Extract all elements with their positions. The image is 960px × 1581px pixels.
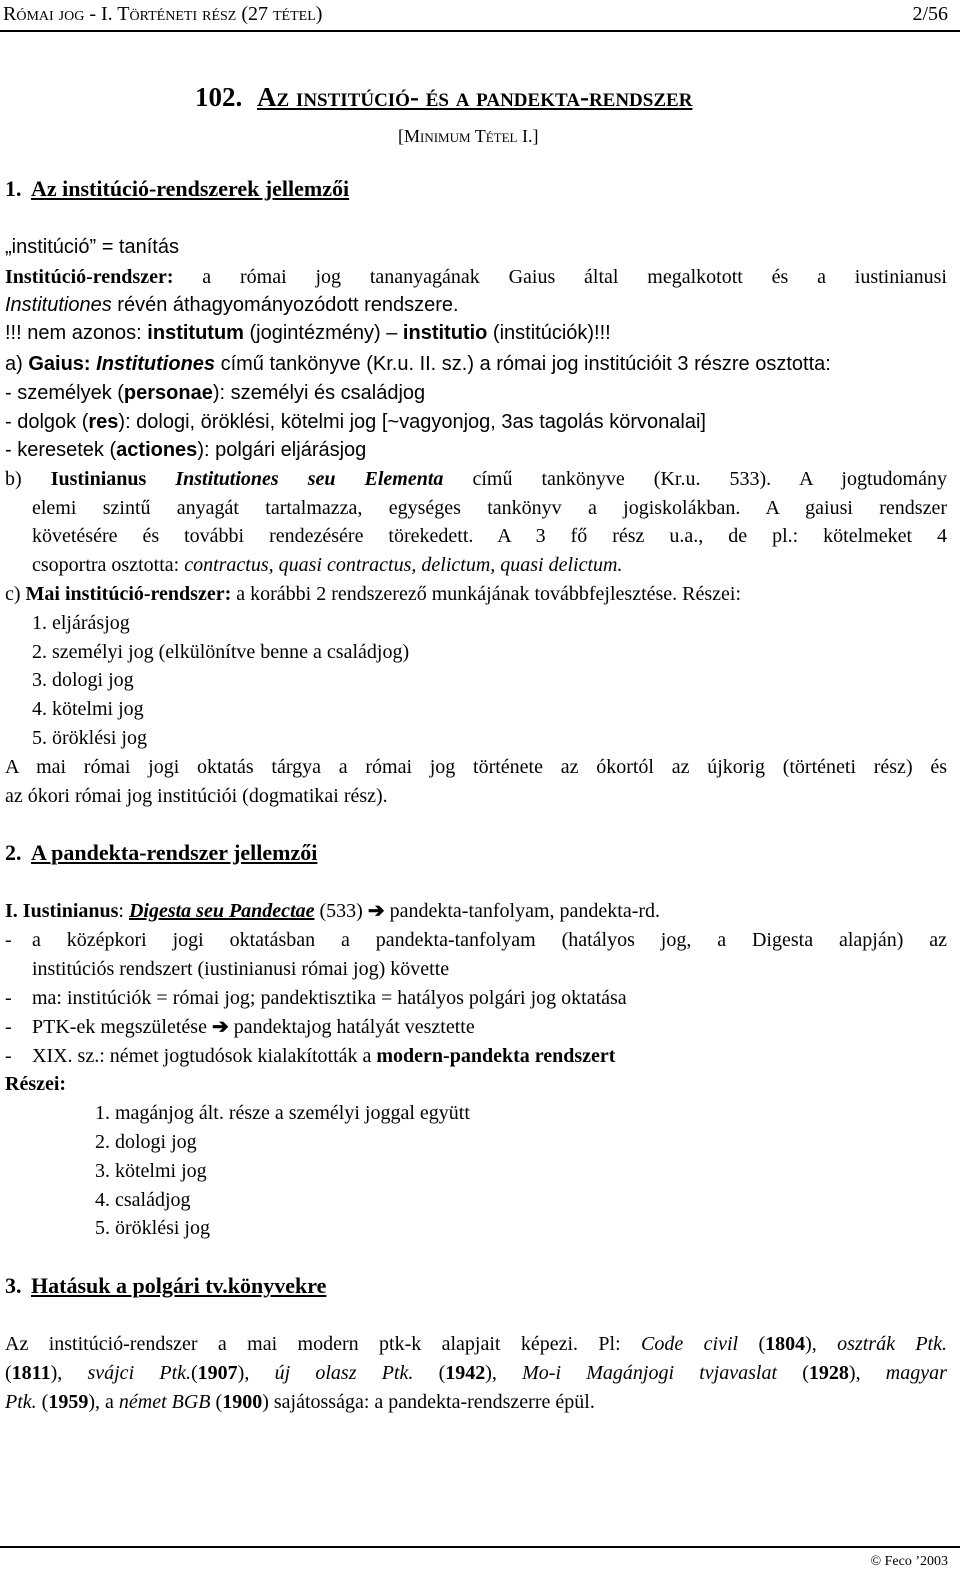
- s3-line-3: Ptk. (1959), a német BGB (1900) sajátossága: a pandekta-rendszerre épül.: [5, 1391, 595, 1413]
- arrow-right-icon: ➔: [211, 1016, 229, 1038]
- section-3-heading: 3. Hatásuk a polgári tv.könyvekre: [5, 1273, 327, 1298]
- s1-line-3: !!! nem azonos: institutum (jogintézmény) – institutio (institúciók)!!!: [5, 322, 611, 344]
- s3-line-1: Az institúció-rendszer a mai modern ptk-k alapjait képezi. Pl: Code civil (1804), osztrák Ptk.: [5, 1333, 947, 1355]
- page-number: 2/56: [912, 3, 948, 25]
- summary-line-2: az ókori római jog institúciói (dogmatikai rész).: [5, 785, 388, 807]
- s1-line-2: Institutiones révén áthagyományozódott rendszere.: [5, 294, 459, 316]
- dash-marker: -: [5, 1016, 12, 1038]
- section-2-heading: 2. A pandekta-rendszer jellemzői: [5, 840, 318, 865]
- list-item: 2. személyi jog (elkülönítve benne a családjog): [32, 641, 410, 663]
- s2-dash-1b: institúciós rendszert (iustinianusi római jog) követte: [32, 958, 450, 980]
- list-item: 2. dologi jog: [95, 1131, 197, 1153]
- s2-reszei-label: Részei:: [5, 1073, 67, 1095]
- footer-copyright: © Feco ’2003: [870, 1554, 948, 1569]
- list-item: 1. magánjog ált. része a személyi joggal együtt: [95, 1102, 470, 1124]
- running-header-title: Római jog - I. Történeti rész (27 tétel): [3, 3, 323, 25]
- list-item: 3. kötelmi jog: [95, 1160, 207, 1182]
- summary-line-1: A mai római jogi oktatás tárgya a római jog története az ókortól az újkorig (történeti rész) és: [5, 756, 947, 778]
- arrow-right-icon: ➔: [367, 900, 385, 922]
- s1-line-4: a) Gaius: Institutiones című tankönyve (Kr.u. II. sz.) a római jog institúcióit 3 részre osztotta:: [5, 353, 831, 375]
- dash-marker: -: [5, 1045, 12, 1067]
- list-item: 4. családjog: [95, 1189, 191, 1211]
- s1-line-6: - dolgok (res): dologi, öröklési, kötelmi jog [~vagyonjog, 3as tagolás körvonalai]: [5, 411, 706, 433]
- s1-b-line-3: követésére és további rendezésére törekedett. A 3 fő rész u.a., de pl.: kötelmeket 4: [32, 525, 947, 547]
- s2-dash-3: PTK-ek megszületése ➔ pandektajog hatályát vesztette: [32, 1016, 475, 1038]
- list-item: 4. kötelmi jog: [32, 698, 144, 720]
- list-item: 5. öröklési jog: [32, 727, 147, 749]
- s1-b-line-4: csoportra osztotta: contractus, quasi contractus, delictum, quasi delictum.: [32, 554, 623, 576]
- header-rule: [0, 30, 960, 32]
- s1-c-line: c) Mai institúció-rendszer: a korábbi 2 rendszerező munkájának továbbfejlesztése. Részei:: [5, 583, 742, 605]
- definition-line: „institúció” = tanítás: [5, 236, 179, 258]
- section-1-heading: 1. Az institúció-rendszerek jellemzői: [5, 176, 350, 201]
- s2-dash-4: XIX. sz.: német jogtudósok kialakították a modern-pandekta rendszert: [32, 1045, 616, 1067]
- list-item: 5. öröklési jog: [95, 1217, 210, 1239]
- s2-dash-1a: a középkori jogi oktatásban a pandekta-tanfolyam (hatályos jog, a Digesta alapján) az: [32, 929, 947, 951]
- s1-b-line-2: elemi szintű anyagát tartalmazza, egységes tankönyv a jogiskolákban. A gaiusi rendszer: [32, 497, 947, 519]
- s2-dash-2: ma: institúciók = római jog; pandektisztika = hatályos polgári jog oktatása: [32, 987, 627, 1009]
- s1-line-7: - keresetek (actiones): polgári eljárásjog: [5, 439, 367, 461]
- dash-marker: -: [5, 929, 12, 951]
- s1-line-1: Institúció-rendszer: a római jog tananyagának Gaius által megalkotott és a iustinianusi: [5, 266, 947, 288]
- subtitle: [Minimum Tétel I.]: [398, 126, 539, 146]
- dash-marker: -: [5, 987, 12, 1009]
- main-title: 102. Az institúció- és a pandekta-rendszer: [195, 82, 693, 112]
- footer-rule: [0, 1546, 960, 1548]
- s1-b-line-1: b) Iustinianus Institutiones seu Elementa című tankönyve (Kr.u. 533). A jogtudomány: [5, 468, 947, 490]
- s2-intro-line: I. Iustinianus: Digesta seu Pandectae (533) ➔ pandekta-tanfolyam, pandekta-rd.: [5, 900, 661, 922]
- list-item: 1. eljárásjog: [32, 612, 130, 634]
- s3-line-2: (1811), svájci Ptk.(1907), új olasz Ptk. (1942), Mo-i Magánjogi tvjavaslat (1928), magyar: [5, 1362, 947, 1384]
- list-item: 3. dologi jog: [32, 669, 134, 691]
- s1-line-5: - személyek (personae): személyi és családjog: [5, 382, 426, 404]
